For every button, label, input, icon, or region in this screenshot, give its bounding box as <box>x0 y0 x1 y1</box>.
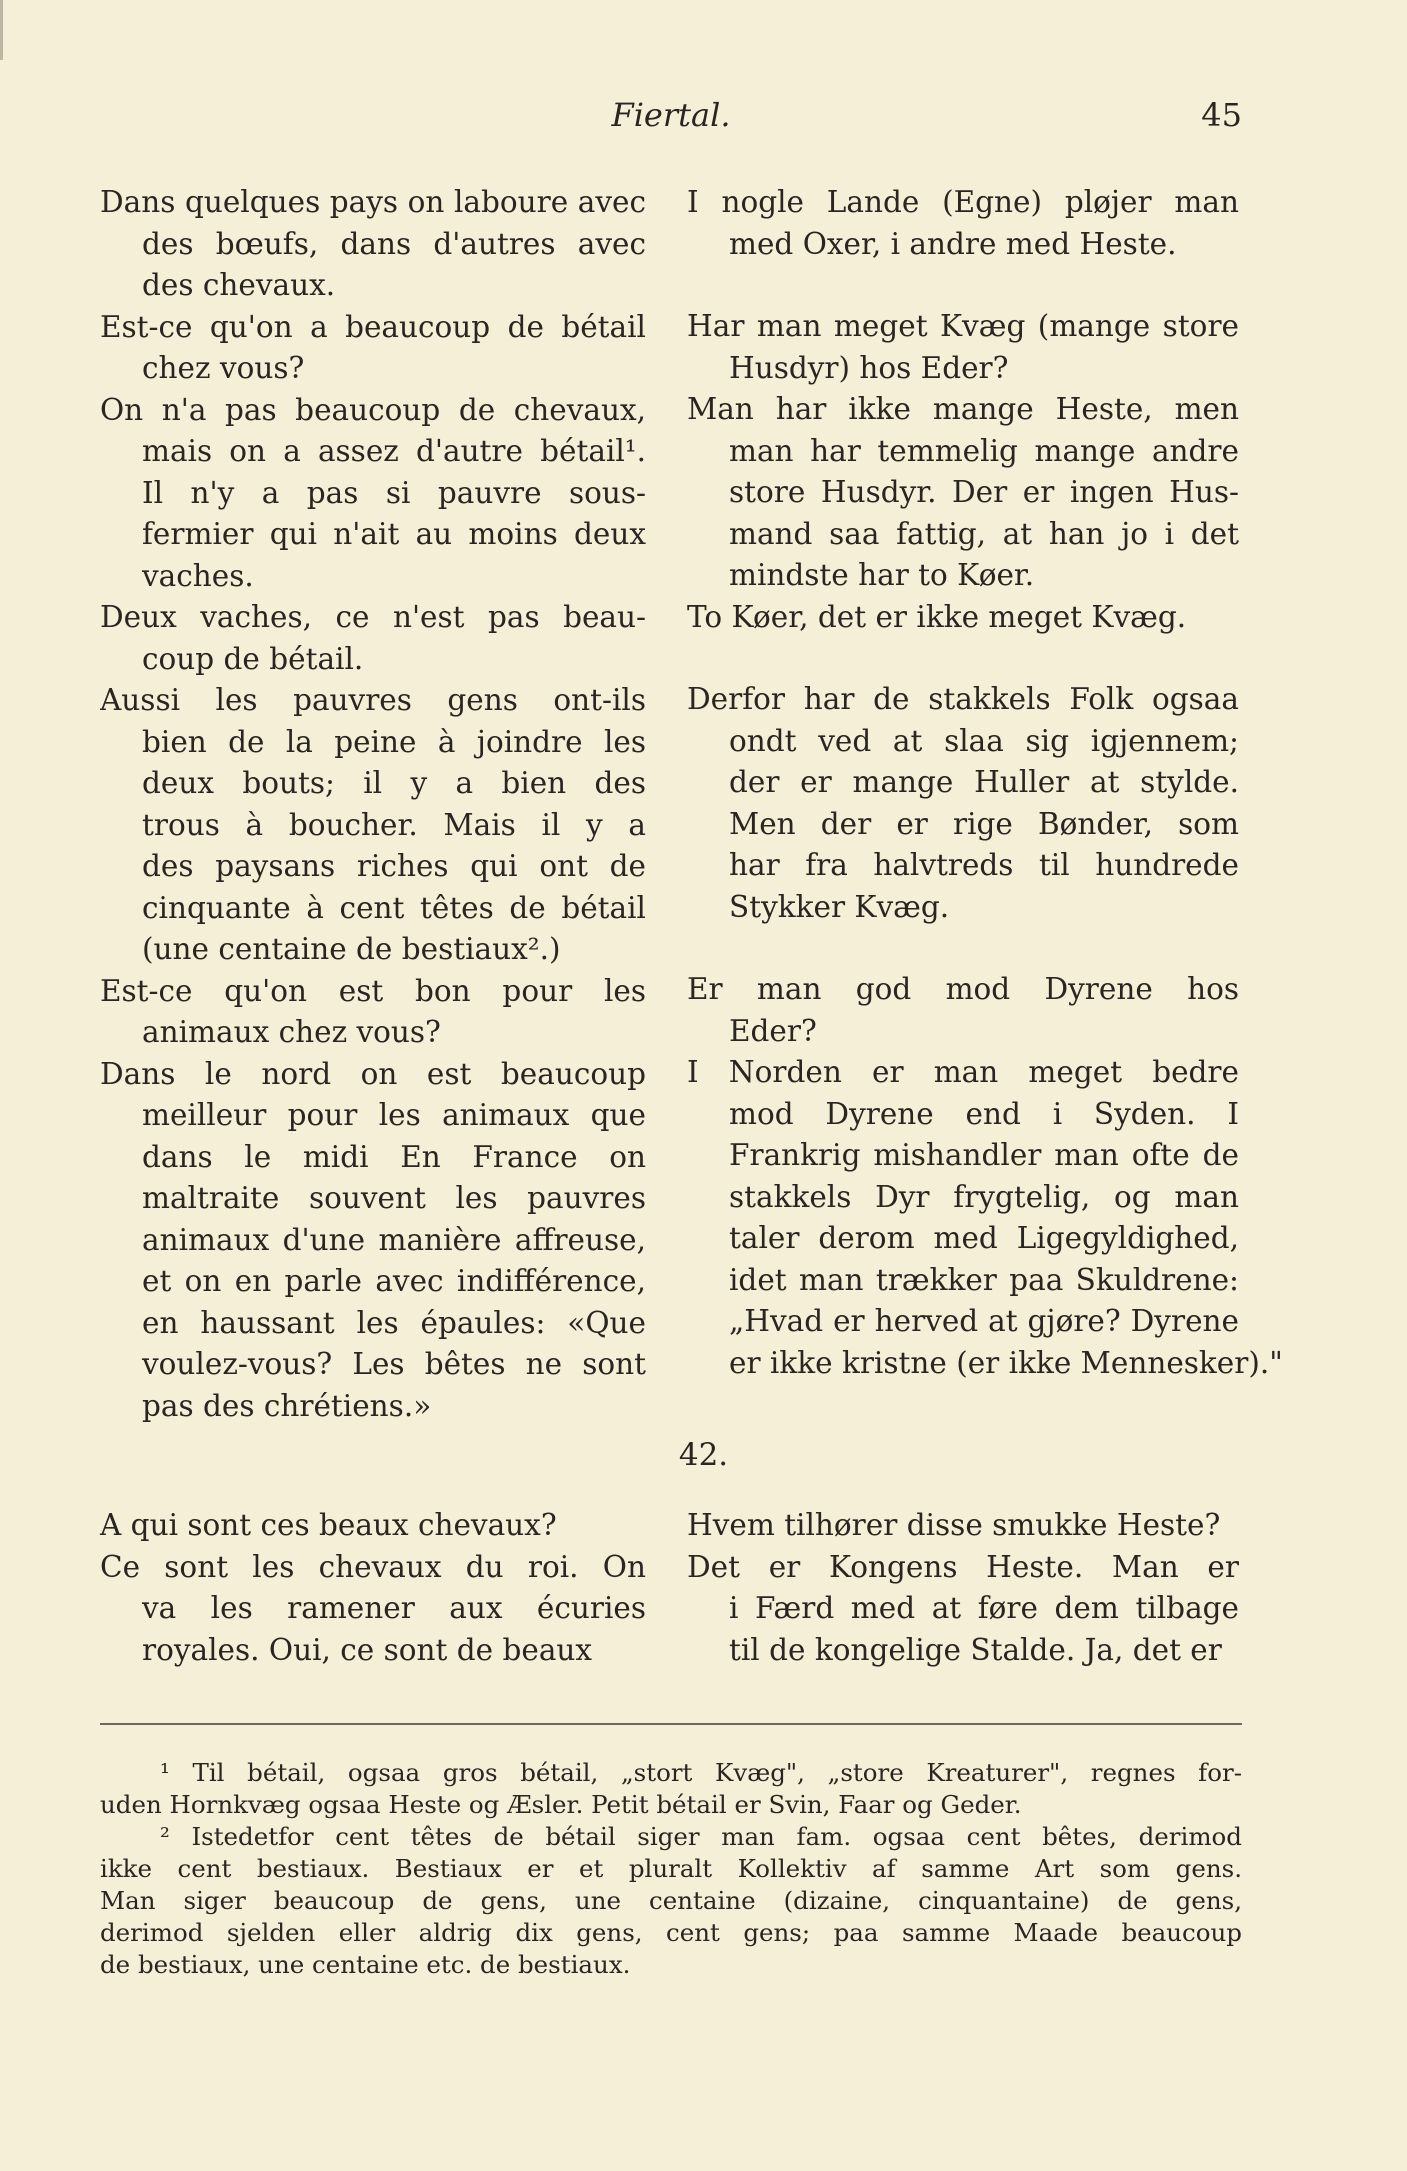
text-line: des paysans riches qui ont de <box>142 849 646 883</box>
text-line: vaches. <box>142 558 254 593</box>
text-line: Dans quelques pays on laboure avec <box>100 185 646 219</box>
text-line: store Husdyr. Der er ingen Hus- <box>729 475 1239 509</box>
dialogue-entry <box>100 971 646 1054</box>
running-header <box>100 96 1242 136</box>
footnote-line: ikke cent bestiaux. Bestiaux er et pluralt Kollektiv af samme Art som gens. <box>100 1854 1242 1883</box>
text-line: Det er Kongens Heste. Man er <box>687 1549 1239 1584</box>
text-line: Eder? <box>729 1013 817 1048</box>
text-line: (une centaine de bestiaux².) <box>142 932 561 966</box>
text-line: meilleur pour les animaux que <box>142 1098 646 1132</box>
text-line: On n'a pas beaucoup de chevaux, <box>100 392 646 427</box>
text-line: Er man god mod Dyrene hos <box>687 972 1239 1006</box>
text-line: trous à boucher. Mais il y a <box>142 807 646 842</box>
text-line: animaux chez vous? <box>142 1015 441 1049</box>
text-line: mand saa fattig, at han jo i det <box>729 516 1239 551</box>
text-line: I Norden er man meget bedre <box>687 1055 1239 1089</box>
dialogue-entry <box>100 390 646 598</box>
text-line: Est-ce qu'on a beaucoup de bétail <box>100 309 646 344</box>
footnote-line: uden Hornkvæg ogsaa Heste og Æsler. Petit bétail er Svin, Faar og Geder. <box>100 1790 1022 1819</box>
text-line: „Hvad er herved at gjøre? Dyrene <box>729 1304 1239 1338</box>
footnote-line: ² Istedetfor cent têtes de bétail siger man fam. ogsaa cent bêtes, derimod <box>160 1822 1242 1851</box>
text-line: To Køer, det er ikke meget Kvæg. <box>687 599 1187 634</box>
text-line: mindste har to Køer. <box>729 558 1035 592</box>
page-edge <box>0 0 3 60</box>
footnote-rule <box>100 1723 1242 1725</box>
text-line: taler derom med Ligegyldighed, <box>729 1221 1239 1255</box>
dialogue-entry <box>687 679 1239 928</box>
text-line: maltraite souvent les pauvres <box>142 1181 646 1215</box>
text-line: des chevaux. <box>142 268 336 302</box>
text-line: en haussant les épaules: «Que <box>142 1305 646 1340</box>
dialogue-entry <box>687 597 1239 639</box>
french-column-top <box>100 182 646 1427</box>
dialogue-entry <box>687 306 1239 389</box>
text-line: mod Dyrene end i Syden. I <box>729 1096 1239 1131</box>
dialogue-entry <box>687 1547 1239 1672</box>
text-line: mais on a assez d'autre bétail¹. <box>142 434 646 468</box>
text-line: Stykker Kvæg. <box>729 889 950 924</box>
footnote-line: ¹ Til bétail, ogsaa gros bétail, „stort Kvæg", „store Kreaturer", regnes for- <box>160 1758 1242 1787</box>
footnote-line: derimod sjelden eller aldrig dix gens, cent gens; paa samme Maade beaucoup <box>100 1918 1242 1947</box>
text-line: Husdyr) hos Eder? <box>729 350 1009 385</box>
dialogue-entry <box>100 597 646 680</box>
danish-column-bottom <box>687 1505 1239 1671</box>
text-line: et on en parle avec indifférence, <box>142 1264 646 1298</box>
text-line: Man har ikke mange Heste, men <box>687 392 1239 426</box>
dialogue-entry <box>100 680 646 971</box>
text-line: med Oxer, i andre med Heste. <box>729 226 1177 261</box>
dialogue-entry <box>100 1054 646 1428</box>
danish-column-top <box>687 182 1283 1384</box>
french-column-bottom <box>100 1505 646 1671</box>
text-line: Aussi les pauvres gens ont-ils <box>100 683 646 717</box>
text-line: Deux vaches, ce n'est pas beau- <box>100 600 646 634</box>
text-line: fermier qui n'ait au moins deux <box>142 517 646 551</box>
text-line: Dans le nord on est beaucoup <box>100 1056 646 1091</box>
text-line: animaux d'une manière affreuse, <box>142 1222 646 1257</box>
text-line: til de kongelige Stalde. Ja, det er <box>729 1632 1222 1667</box>
dialogue-entry <box>100 1547 646 1672</box>
section-number: 42. <box>678 1437 729 1473</box>
text-line: i Færd med at føre dem tilbage <box>729 1591 1239 1625</box>
running-title: Fiertal. <box>611 96 731 134</box>
dialogue-entry <box>100 182 646 307</box>
text-line: idet man trækker paa Skuldrene: <box>729 1262 1239 1297</box>
text-line: Frankrig mishandler man ofte de <box>729 1138 1239 1172</box>
text-line: man har temmelig mange andre <box>729 433 1239 468</box>
dialogue-entry <box>100 307 646 390</box>
text-line: pas des chrétiens.» <box>142 1388 432 1423</box>
text-line: dans le midi En France on <box>142 1139 646 1174</box>
text-line: voulez-vous? Les bêtes ne sont <box>142 1347 646 1381</box>
text-line: A qui sont ces beaux chevaux? <box>100 1508 557 1542</box>
text-line: ondt ved at slaa sig igjennem; <box>729 723 1239 758</box>
dialogue-entry <box>100 1505 646 1547</box>
dialogue-entry <box>687 969 1239 1052</box>
text-line: Ce sont les chevaux du roi. On <box>100 1549 646 1584</box>
text-line: royales. Oui, ce sont de beaux <box>142 1632 593 1667</box>
text-line: Har man meget Kvæg (mange store <box>687 309 1239 343</box>
text-line: I nogle Lande (Egne) pløjer man <box>687 185 1239 219</box>
text-line: Derfor har de stakkels Folk ogsaa <box>687 682 1239 716</box>
text-line: des bœufs, dans d'autres avec <box>142 226 646 261</box>
text-line: Il n'y a pas si pauvre sous- <box>142 475 646 510</box>
text-line: Men der er rige Bønder, som <box>729 806 1239 841</box>
text-line: er ikke kristne (er ikke Mennesker)." <box>729 1345 1283 1380</box>
page-number: 45 <box>1201 96 1242 134</box>
dialogue-entry <box>687 1052 1283 1384</box>
footnote-line: de bestiaux, une centaine etc. de bestiaux. <box>100 1950 631 1979</box>
text-line: bien de la peine à joindre les <box>142 724 646 759</box>
text-line: deux bouts; il y a bien des <box>142 766 646 800</box>
text-line: Hvem tilhører disse smukke Heste? <box>687 1508 1221 1542</box>
footnote-line: Man siger beaucoup de gens, une centaine (dizaine, cinquantaine) de gens, <box>100 1886 1242 1915</box>
dialogue-entry <box>687 1505 1239 1547</box>
text-line: stakkels Dyr frygtelig, og man <box>729 1179 1239 1214</box>
text-line: coup de bétail. <box>142 641 364 676</box>
text-line: har fra halvtreds til hundrede <box>729 848 1239 882</box>
dialogue-entry <box>687 389 1239 597</box>
text-line: der er mange Huller at stylde. <box>729 765 1239 799</box>
text-line: chez vous? <box>142 351 305 385</box>
text-line: va les ramener aux écuries <box>142 1591 646 1625</box>
footnotes <box>100 1757 1242 1981</box>
text-line: Est-ce qu'on est bon pour les <box>100 973 646 1008</box>
text-line: cinquante à cent têtes de bétail <box>142 890 646 925</box>
dialogue-entry <box>687 182 1239 265</box>
